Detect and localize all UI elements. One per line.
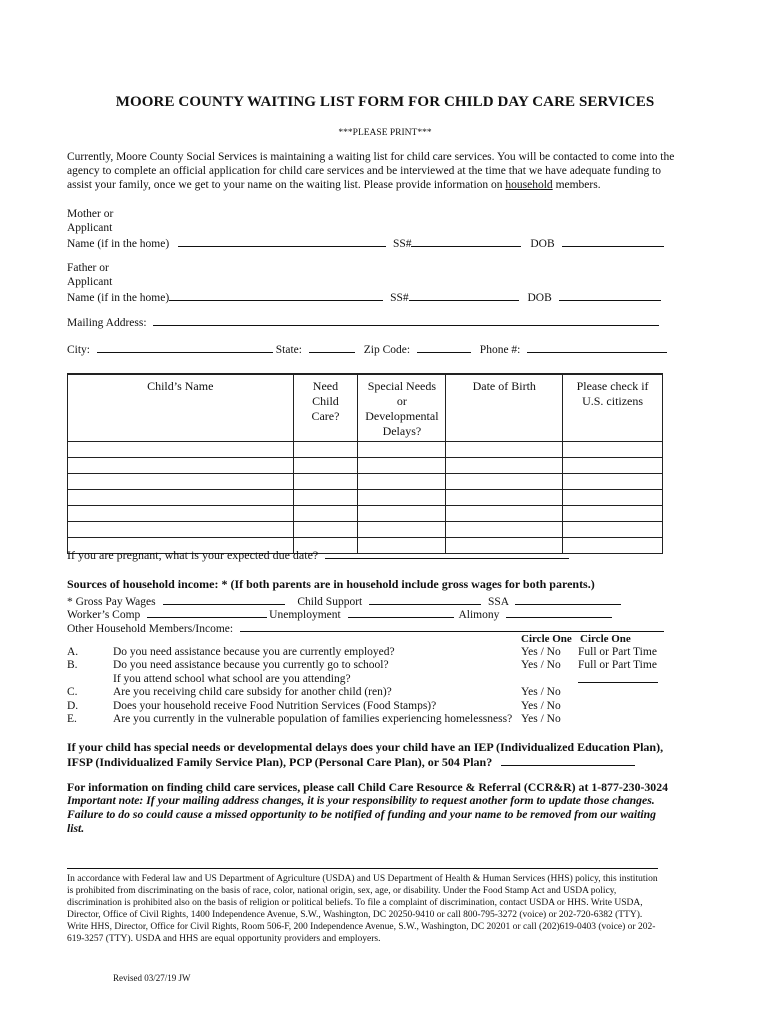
col-dob: Date of Birth bbox=[446, 374, 563, 442]
unemployment-label: Unemployment bbox=[269, 609, 341, 621]
father-label-2: Applicant bbox=[67, 276, 113, 288]
question-letter: E. bbox=[67, 713, 77, 725]
mailing-label: Mailing Address: bbox=[67, 317, 147, 329]
ssa-field[interactable] bbox=[515, 593, 621, 605]
col-child-name: Child’s Name bbox=[68, 374, 294, 442]
father-dob-field[interactable] bbox=[559, 289, 661, 301]
full-part-time-choice[interactable]: Full or Part Time bbox=[578, 659, 657, 672]
form-title: MOORE COUNTY WAITING LIST FORM FOR CHILD DAY CARE SERVICES bbox=[115, 94, 655, 110]
question-text: Are you currently in the vulnerable population of families experiencing homelessness? bbox=[113, 713, 513, 725]
question-text: Do you need assistance because you currently go to school? bbox=[113, 659, 389, 672]
please-print-note: ***PLEASE PRINT*** bbox=[338, 128, 432, 138]
city-label: City: bbox=[67, 344, 91, 356]
full-part-time-choice[interactable]: Full or Part Time bbox=[578, 646, 657, 658]
income-row-3 bbox=[67, 620, 664, 637]
iep-line-2-text: IFSP (Individualized Family Service Plan), PCP (Personal Care Plan), or 504 Plan? bbox=[67, 755, 493, 769]
state-field[interactable] bbox=[309, 341, 355, 353]
phone-field[interactable] bbox=[527, 341, 667, 353]
info-call-line: For information on finding child care services, please call Child Care Resource & Referral (CCR&R) at 1-877-230-3024 bbox=[67, 780, 669, 794]
question-text: Do you need assistance because you are currently employed? bbox=[113, 646, 395, 658]
iep-line-1: If your child has special needs or developmental delays does your child have an IEP (Individualized Education Plan), bbox=[67, 740, 664, 754]
pregnant-label: If you are pregnant, what is your expected due date? bbox=[67, 548, 319, 562]
yes-no-choice[interactable]: Yes / No bbox=[521, 659, 561, 672]
question-text: Does your household receive Food Nutrition Services (Food Stamps)? bbox=[113, 699, 437, 712]
father-dob-label: DOB bbox=[527, 292, 552, 304]
intro-text: Currently, Moore County Social Services is maintaining a waiting list for child care services. You will be contacted to come into the agency to complete an official application for child care services and be interviewed at the time that we have adequate funding to assist your family, once we get to your name on the waiting list. Please provide information on bbox=[67, 151, 675, 191]
other-income-field[interactable] bbox=[240, 620, 664, 632]
pregnant-row bbox=[67, 547, 569, 562]
father-label-1: Father or bbox=[67, 262, 109, 274]
question-letter: A. bbox=[67, 646, 79, 658]
table-row[interactable] bbox=[68, 474, 663, 490]
ssa-label: SSA bbox=[487, 596, 509, 608]
question-letter: B. bbox=[67, 659, 78, 672]
yes-no-choice[interactable]: Yes / No bbox=[521, 713, 561, 725]
mother-dob-field[interactable] bbox=[562, 235, 664, 247]
question-letter: D. bbox=[67, 699, 79, 712]
table-row[interactable] bbox=[68, 506, 663, 522]
city-field[interactable] bbox=[97, 341, 273, 353]
circle-one-header-2: Circle One bbox=[580, 633, 631, 645]
circle-one-header-1: Circle One bbox=[521, 633, 572, 645]
table-row[interactable] bbox=[68, 490, 663, 506]
intro-paragraph bbox=[67, 150, 677, 192]
question-text: If you attend school what school are you attending? bbox=[113, 672, 351, 685]
question-letter: C. bbox=[67, 686, 78, 699]
intro-household: household bbox=[505, 179, 553, 191]
yes-no-choice[interactable]: Yes / No bbox=[521, 686, 561, 699]
income-heading: Sources of household income: * (If both parents are in household include gross wages for both parents.) bbox=[67, 577, 595, 591]
mother-ss-label: SS# bbox=[392, 238, 412, 250]
iep-answer-field[interactable] bbox=[501, 754, 635, 766]
father-name-field[interactable] bbox=[169, 289, 383, 301]
col-need-care: Need Child Care? bbox=[293, 374, 358, 442]
city-row bbox=[67, 341, 667, 358]
mailing-row bbox=[67, 314, 659, 331]
col-citizen: Please check if U.S. citizens bbox=[563, 374, 663, 442]
school-attending-line[interactable] bbox=[578, 682, 658, 683]
revised-note: Revised 03/27/19 JW bbox=[113, 973, 191, 983]
table-row[interactable] bbox=[68, 458, 663, 474]
father-name-label: Name (if in the home) bbox=[67, 292, 170, 304]
question-text: Are you receiving child care subsidy for another child (ren)? bbox=[113, 686, 392, 699]
phone-label: Phone #: bbox=[479, 344, 521, 356]
workers-comp-label: Worker’s Comp bbox=[67, 609, 141, 621]
father-block bbox=[67, 261, 661, 305]
unemployment-field[interactable] bbox=[348, 606, 454, 618]
intro-text-end: members. bbox=[552, 179, 601, 191]
gross-wages-field[interactable] bbox=[163, 593, 285, 605]
alimony-field[interactable] bbox=[506, 606, 612, 618]
due-date-field[interactable] bbox=[325, 547, 569, 559]
disclaimer-text: In accordance with Federal law and US Department of Agriculture (USDA) and US Department of Health & Human Services (HHS) policy, this institution is prohibited from discriminating on the basis of race, color, national origin, sex, age, or disability. Under the Food Stamp Act and USDA policy, discrimination is prohibited also on the basis of religion or political beliefs. To file a complaint of discrimination, contact USDA or HHS. Write USDA, Director, Office of Civil Rights, 1400 Independence Avenue, S.W., Washington, DC 20250-9410 or call 800-795-3272 (voice) or 202-720-6382 (TTY). Write HHS, Director, Office for Civil Rights, Room 506-F, 200 Independence Avenue, S.W., Washington, DC 20201 or call (202)619-0403 (voice) or 202-619-3257 (TTY). USDA and HHS are equal opportunity providers and employers. bbox=[67, 874, 658, 944]
zip-label: Zip Code: bbox=[363, 344, 411, 356]
child-support-label: Child Support bbox=[297, 596, 363, 608]
zip-field[interactable] bbox=[417, 341, 471, 353]
important-note: Important note: If your mailing address changes, it is your responsibility to request another form to update those changes. Failure to do so could cause a missed opportunity to be notified of funding and your name to be removed from our waiting list. bbox=[67, 794, 656, 835]
mailing-address-field[interactable] bbox=[153, 314, 659, 326]
children-table bbox=[67, 373, 663, 554]
alimony-label: Alimony bbox=[458, 609, 500, 621]
iep-line-2 bbox=[67, 754, 635, 769]
table-row[interactable] bbox=[68, 442, 663, 458]
mother-label-2: Applicant bbox=[67, 222, 113, 234]
state-label: State: bbox=[275, 344, 302, 356]
yes-no-choice[interactable]: Yes / No bbox=[521, 646, 561, 658]
table-row[interactable] bbox=[68, 522, 663, 538]
mother-name-label: Name (if in the home) bbox=[67, 238, 170, 250]
gross-wages-label: * Gross Pay Wages bbox=[67, 596, 156, 608]
child-support-field[interactable] bbox=[369, 593, 481, 605]
other-income-label: Other Household Members/Income: bbox=[67, 623, 234, 635]
mother-ss-field[interactable] bbox=[411, 235, 521, 247]
mother-label-1: Mother or bbox=[67, 208, 114, 220]
footer-divider bbox=[67, 868, 658, 869]
mother-dob-label: DOB bbox=[530, 238, 555, 250]
mother-block bbox=[67, 207, 664, 251]
mother-name-field[interactable] bbox=[178, 235, 386, 247]
father-ss-field[interactable] bbox=[409, 289, 519, 301]
table-header-row bbox=[68, 374, 663, 442]
workers-comp-field[interactable] bbox=[147, 606, 267, 618]
col-special-needs: Special Needs or Developmental Delays? bbox=[358, 374, 446, 442]
yes-no-choice[interactable]: Yes / No bbox=[521, 699, 561, 712]
father-ss-label: SS# bbox=[390, 292, 409, 304]
